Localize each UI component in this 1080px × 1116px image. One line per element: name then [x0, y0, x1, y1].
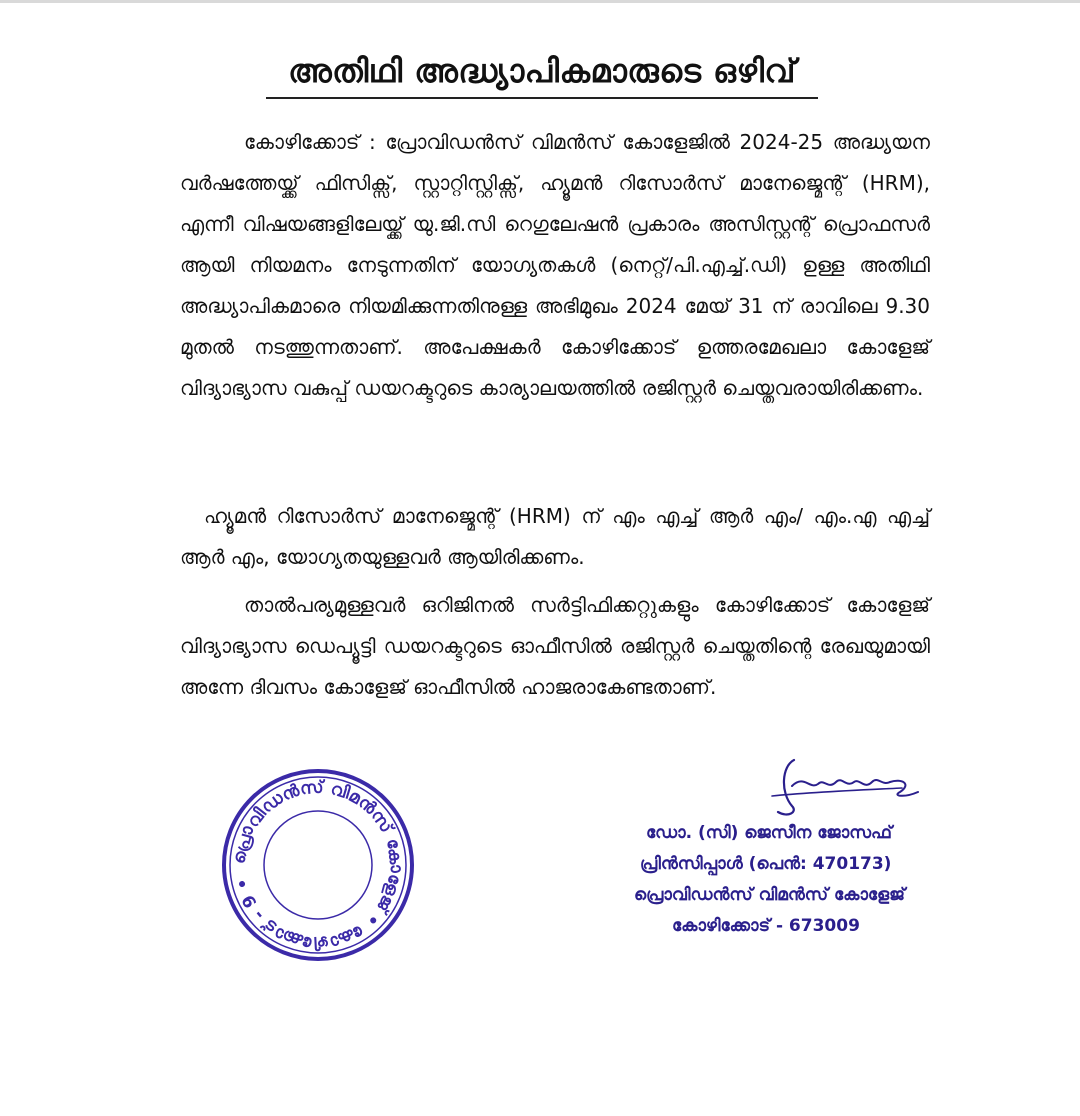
notice-paragraph-2: ഹ്യൂമൻ റിസോർസ് മാനേജ്മെന്റ് (HRM) ന് എം എച്ച് ആർ എം/ എം.എ എച്ച് ആർ എം, യോഗ്യതയുള്ളവർ ആയിരിക്കണം. [180, 504, 930, 569]
principal-signature [752, 752, 922, 822]
seal-ring-textpath: പ്രൊവിഡൻസ് വിമൻസ് കോളേജ് • കോഴിക്കോട് - 9 • [229, 777, 407, 954]
signature-stroke-letters [792, 780, 890, 786]
signatory-block [620, 818, 950, 942]
signature-underline [772, 788, 902, 796]
seal-center-ring [264, 811, 372, 919]
notice-paragraph-3: താൽപര്യമുള്ളവർ ഒറിജിനൽ സർട്ടിഫിക്കറ്റുകളും കോഴിക്കോട് കോളേജ് വിദ്യാഭ്യാസ ഡെപ്യൂട്ടി ഡയറക്ടറുടെ ഓഫീസിൽ രജിസ്റ്റർ ചെയ്തതിന്റെ രേഖയുമായി അന്നേ ദിവസം കോളേജ് ഓഫീസിൽ ഹാജരാകേണ്ടതാണ്. [180, 593, 930, 699]
notice-paragraph-1: കോഴിക്കോട് : പ്രോവിഡൻസ് വിമൻസ് കോളേജിൽ 2024-25 അദ്ധ്യയന വർഷത്തേയ്ക്ക് ഫിസിക്സ്, സ്റ്റാറ്റിസ്റ്റിക്സ്, ഹ്യൂമൻ റിസോർസ് മാനേജ്മെന്റ് (HRM), എന്നീ വിഷയങ്ങളിലേയ്ക്ക് യു.ജി.സി റെഗുലേഷൻ പ്രകാരം അസിസ്റ്റന്റ് പ്രൊഫസർ ആയി നിയമനം നേടുന്നതിന് യോഗ്യതകൾ (നെറ്റ്/പി.എച്ച്.ഡി) ഉള്ള അതിഥി അദ്ധ്യാപികമാരെ നിയമിക്കുന്നതിനുള്ള അഭിമുഖം 2024 മേയ് 31 ന് രാവിലെ 9.30 മുതൽ നടത്തുന്നതാണ്. അപേക്ഷകർ കോഴിക്കോട് ഉത്തരമേഖലാ കോളേജ് വിദ്യാഭ്യാസ വകുപ്പ് ഡയറക്ടറുടെ കാര്യാലയത്തിൽ രജിസ്റ്റർ ചെയ്തവരായിരിക്കണം. [180, 130, 930, 400]
signatory-address: കോഴിക്കോട് - 673009 [672, 916, 860, 936]
signatory-institution: പ്രൊവിഡൻസ് വിമൻസ് കോളേജ് [634, 885, 905, 905]
college-seal-stamp [218, 765, 418, 965]
notice-title: അതിഥി അദ്ധ്യാപികമാരുടെ ഒഴിവ് [266, 52, 818, 99]
signatory-designation: പ്രിൻസിപ്പാൾ (പെൻ: 470173) [640, 854, 892, 874]
page-top-edge [0, 0, 1080, 3]
seal-inner-ring [230, 777, 406, 953]
signatory-name: ഡോ. (സി) ജെസീന ജോസഫ് [646, 823, 892, 843]
seal-outer-ring [224, 771, 412, 959]
signature-stroke-initial [778, 760, 794, 814]
